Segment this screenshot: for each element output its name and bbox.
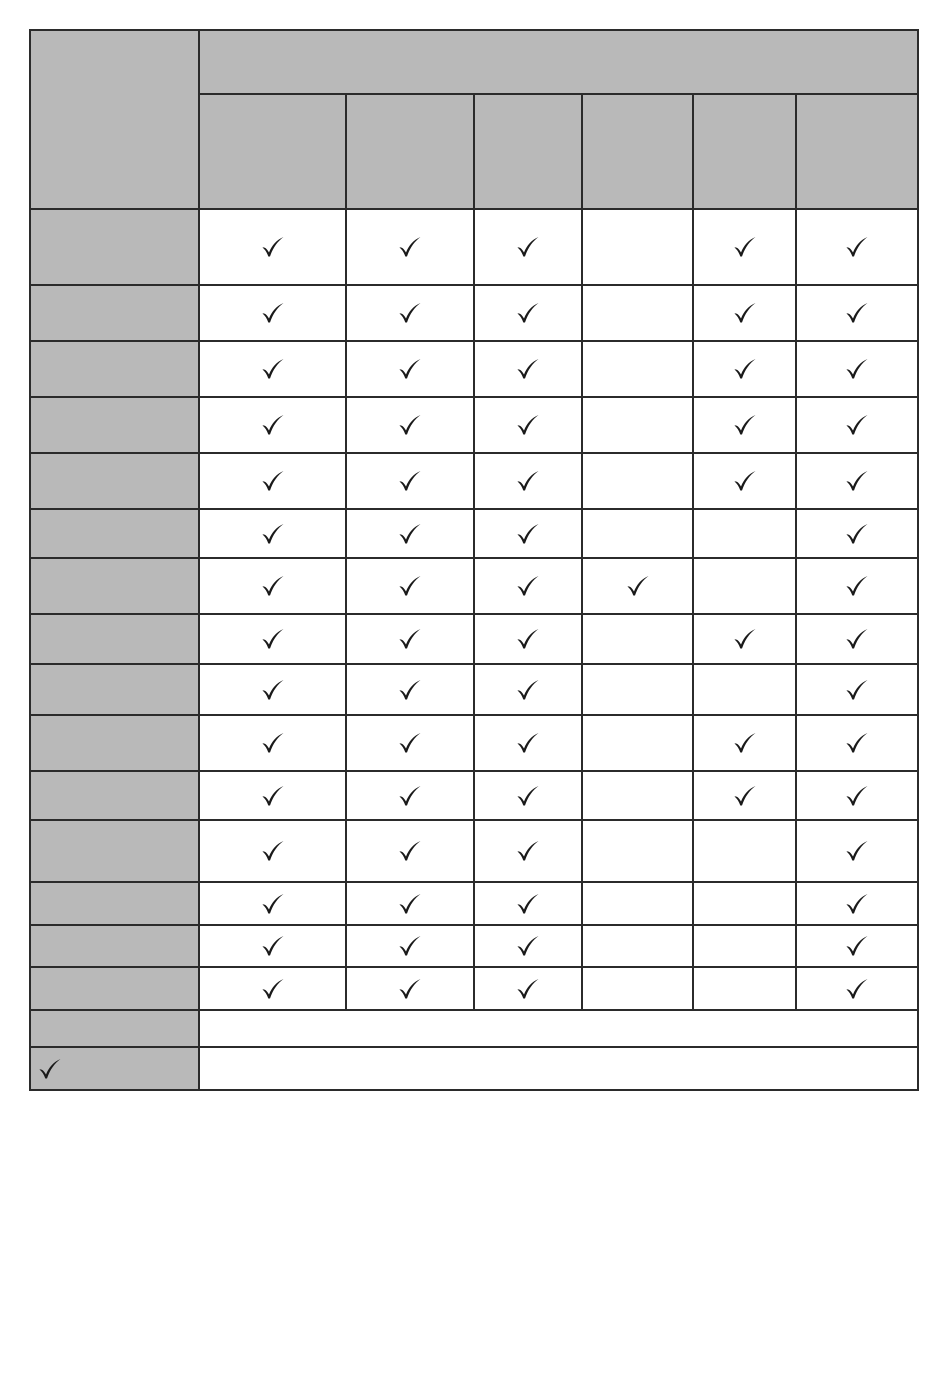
check-cell [796,614,918,664]
grid-line [29,29,31,1091]
check-cell [346,397,474,453]
check-cell [199,614,346,664]
check-cell [582,820,693,882]
check-cell [796,453,918,509]
check-cell [199,509,346,558]
check-cell [474,820,582,882]
check-icon [398,628,422,650]
grid-line [29,340,919,342]
check-cell [199,664,346,715]
check-cell [199,967,346,1010]
grid-line [29,714,919,716]
check-icon [733,628,757,650]
check-icon [516,978,540,1000]
check-cell [796,967,918,1010]
check-cell [796,397,918,453]
check-cell [346,967,474,1010]
grid-line [29,396,919,398]
check-cell [582,771,693,820]
check-icon [516,575,540,597]
grid-line [29,966,919,968]
check-cell [474,967,582,1010]
check-icon [261,893,285,915]
grid-line [29,819,919,821]
column-header-cell [796,94,918,209]
check-cell [582,614,693,664]
check-icon [516,893,540,915]
check-icon [845,679,869,701]
row-label-cell [30,285,199,341]
column-header-cell [474,94,582,209]
check-icon [398,358,422,380]
check-cell [199,925,346,967]
check-cell [693,614,796,664]
check-cell [346,614,474,664]
check-icon [516,840,540,862]
check-icon [733,785,757,807]
row-label-cell [30,209,199,285]
grid-line [29,881,919,883]
check-cell [199,820,346,882]
grid-line [198,93,919,95]
check-cell [199,341,346,397]
check-icon [398,840,422,862]
check-icon [398,978,422,1000]
check-icon [845,935,869,957]
check-cell [693,715,796,771]
check-cell [474,664,582,715]
check-icon [398,575,422,597]
check-cell [199,882,346,925]
check-cell [796,509,918,558]
check-cell [346,453,474,509]
column-header-cell [199,94,346,209]
check-cell [582,882,693,925]
check-cell [693,209,796,285]
grid-line [29,284,919,286]
column-header-cell [693,94,796,209]
check-cell [582,664,693,715]
row-label-cell [30,453,199,509]
check-cell [474,925,582,967]
check-icon [261,785,285,807]
check-cell [693,285,796,341]
legend-label-cell [30,1047,199,1090]
check-icon [261,978,285,1000]
check-cell [199,715,346,771]
check-icon [261,935,285,957]
row-label-cell [30,715,199,771]
check-cell [693,509,796,558]
check-cell [346,509,474,558]
check-cell [582,397,693,453]
row-label-cell [30,341,199,397]
check-cell [582,341,693,397]
check-icon [516,236,540,258]
header-corner-cell [30,30,199,209]
grid-line [29,508,919,510]
check-cell [199,453,346,509]
check-cell [199,285,346,341]
check-cell [582,209,693,285]
check-icon [733,414,757,436]
grid-line [581,93,583,1011]
check-icon [733,732,757,754]
column-header-cell [582,94,693,209]
check-icon [261,302,285,324]
check-icon [516,732,540,754]
legend-text-cell [199,1010,918,1047]
check-cell [582,509,693,558]
check-cell [693,397,796,453]
check-icon [261,575,285,597]
check-icon [261,732,285,754]
check-cell [796,558,918,614]
check-icon [516,523,540,545]
check-icon [398,679,422,701]
legend-text-cell [199,1047,918,1090]
check-cell [346,558,474,614]
check-cell [474,558,582,614]
grid-line [29,613,919,615]
check-icon [845,302,869,324]
check-cell [346,882,474,925]
check-icon [261,523,285,545]
row-label-cell [30,925,199,967]
check-icon [733,236,757,258]
check-icon [845,840,869,862]
check-cell [693,453,796,509]
check-icon [516,358,540,380]
check-icon [845,414,869,436]
check-cell [199,558,346,614]
row-label-cell [30,509,199,558]
check-cell [693,882,796,925]
check-icon [38,1058,62,1080]
check-icon [516,679,540,701]
grid-line [29,208,919,210]
check-cell [474,453,582,509]
check-icon [516,414,540,436]
check-icon [261,840,285,862]
row-label-cell [30,882,199,925]
check-cell [796,771,918,820]
grid-line [345,93,347,1011]
check-cell [693,820,796,882]
check-cell [693,771,796,820]
check-cell [474,614,582,664]
check-cell [582,715,693,771]
check-icon [845,893,869,915]
check-cell [346,341,474,397]
check-icon [845,358,869,380]
check-cell [796,664,918,715]
row-label-cell [30,614,199,664]
check-cell [693,558,796,614]
check-icon [516,302,540,324]
check-cell [474,341,582,397]
grid-line [29,663,919,665]
check-cell [693,967,796,1010]
check-icon [261,470,285,492]
check-cell [693,925,796,967]
check-cell [474,285,582,341]
check-cell [796,882,918,925]
check-icon [516,935,540,957]
check-cell [796,341,918,397]
check-cell [474,209,582,285]
grid-line [29,1089,919,1091]
grid-line [29,1046,919,1048]
check-icon [398,236,422,258]
check-icon [261,679,285,701]
check-icon [733,358,757,380]
check-icon [845,470,869,492]
check-icon [398,935,422,957]
check-icon [845,785,869,807]
check-cell [346,209,474,285]
check-cell [474,715,582,771]
check-cell [582,925,693,967]
legend-label-cell [30,1010,199,1047]
grid-line [473,93,475,1011]
check-icon [398,470,422,492]
check-icon [845,732,869,754]
check-icon [516,628,540,650]
check-icon [261,414,285,436]
check-cell [199,771,346,820]
check-icon [733,302,757,324]
check-icon [261,236,285,258]
grid-line [29,924,919,926]
grid-line [29,1009,919,1011]
check-icon [845,575,869,597]
check-icon [398,523,422,545]
check-cell [693,341,796,397]
check-cell [582,558,693,614]
check-icon [516,470,540,492]
check-cell [582,285,693,341]
grid-line [198,29,200,1091]
check-icon [398,732,422,754]
check-icon [398,785,422,807]
check-icon [398,893,422,915]
row-label-cell [30,820,199,882]
check-cell [346,285,474,341]
check-cell [796,820,918,882]
header-group-cell [199,30,918,94]
check-cell [346,664,474,715]
check-cell [199,209,346,285]
check-cell [346,771,474,820]
check-cell [796,285,918,341]
check-icon [626,575,650,597]
row-label-cell [30,558,199,614]
grid-line [29,452,919,454]
check-icon [516,785,540,807]
grid-line [29,770,919,772]
check-cell [346,715,474,771]
check-cell [796,925,918,967]
grid-line [795,93,797,1011]
check-cell [474,771,582,820]
check-icon [261,628,285,650]
check-cell [796,209,918,285]
grid-line [29,557,919,559]
check-icon [733,470,757,492]
check-cell [346,820,474,882]
check-icon [398,302,422,324]
check-cell [796,715,918,771]
row-label-cell [30,664,199,715]
check-icon [845,978,869,1000]
check-icon [261,358,285,380]
check-cell [582,453,693,509]
grid-line [692,93,694,1011]
check-cell [474,882,582,925]
check-cell [346,925,474,967]
check-icon [845,523,869,545]
check-icon [845,628,869,650]
row-label-cell [30,771,199,820]
grid-line [29,29,919,31]
column-header-cell [346,94,474,209]
check-cell [693,664,796,715]
row-label-cell [30,967,199,1010]
check-icon [845,236,869,258]
check-cell [474,509,582,558]
check-cell [474,397,582,453]
row-label-cell [30,397,199,453]
check-icon [398,414,422,436]
grid-line [917,29,919,1091]
check-cell [582,967,693,1010]
check-cell [199,397,346,453]
